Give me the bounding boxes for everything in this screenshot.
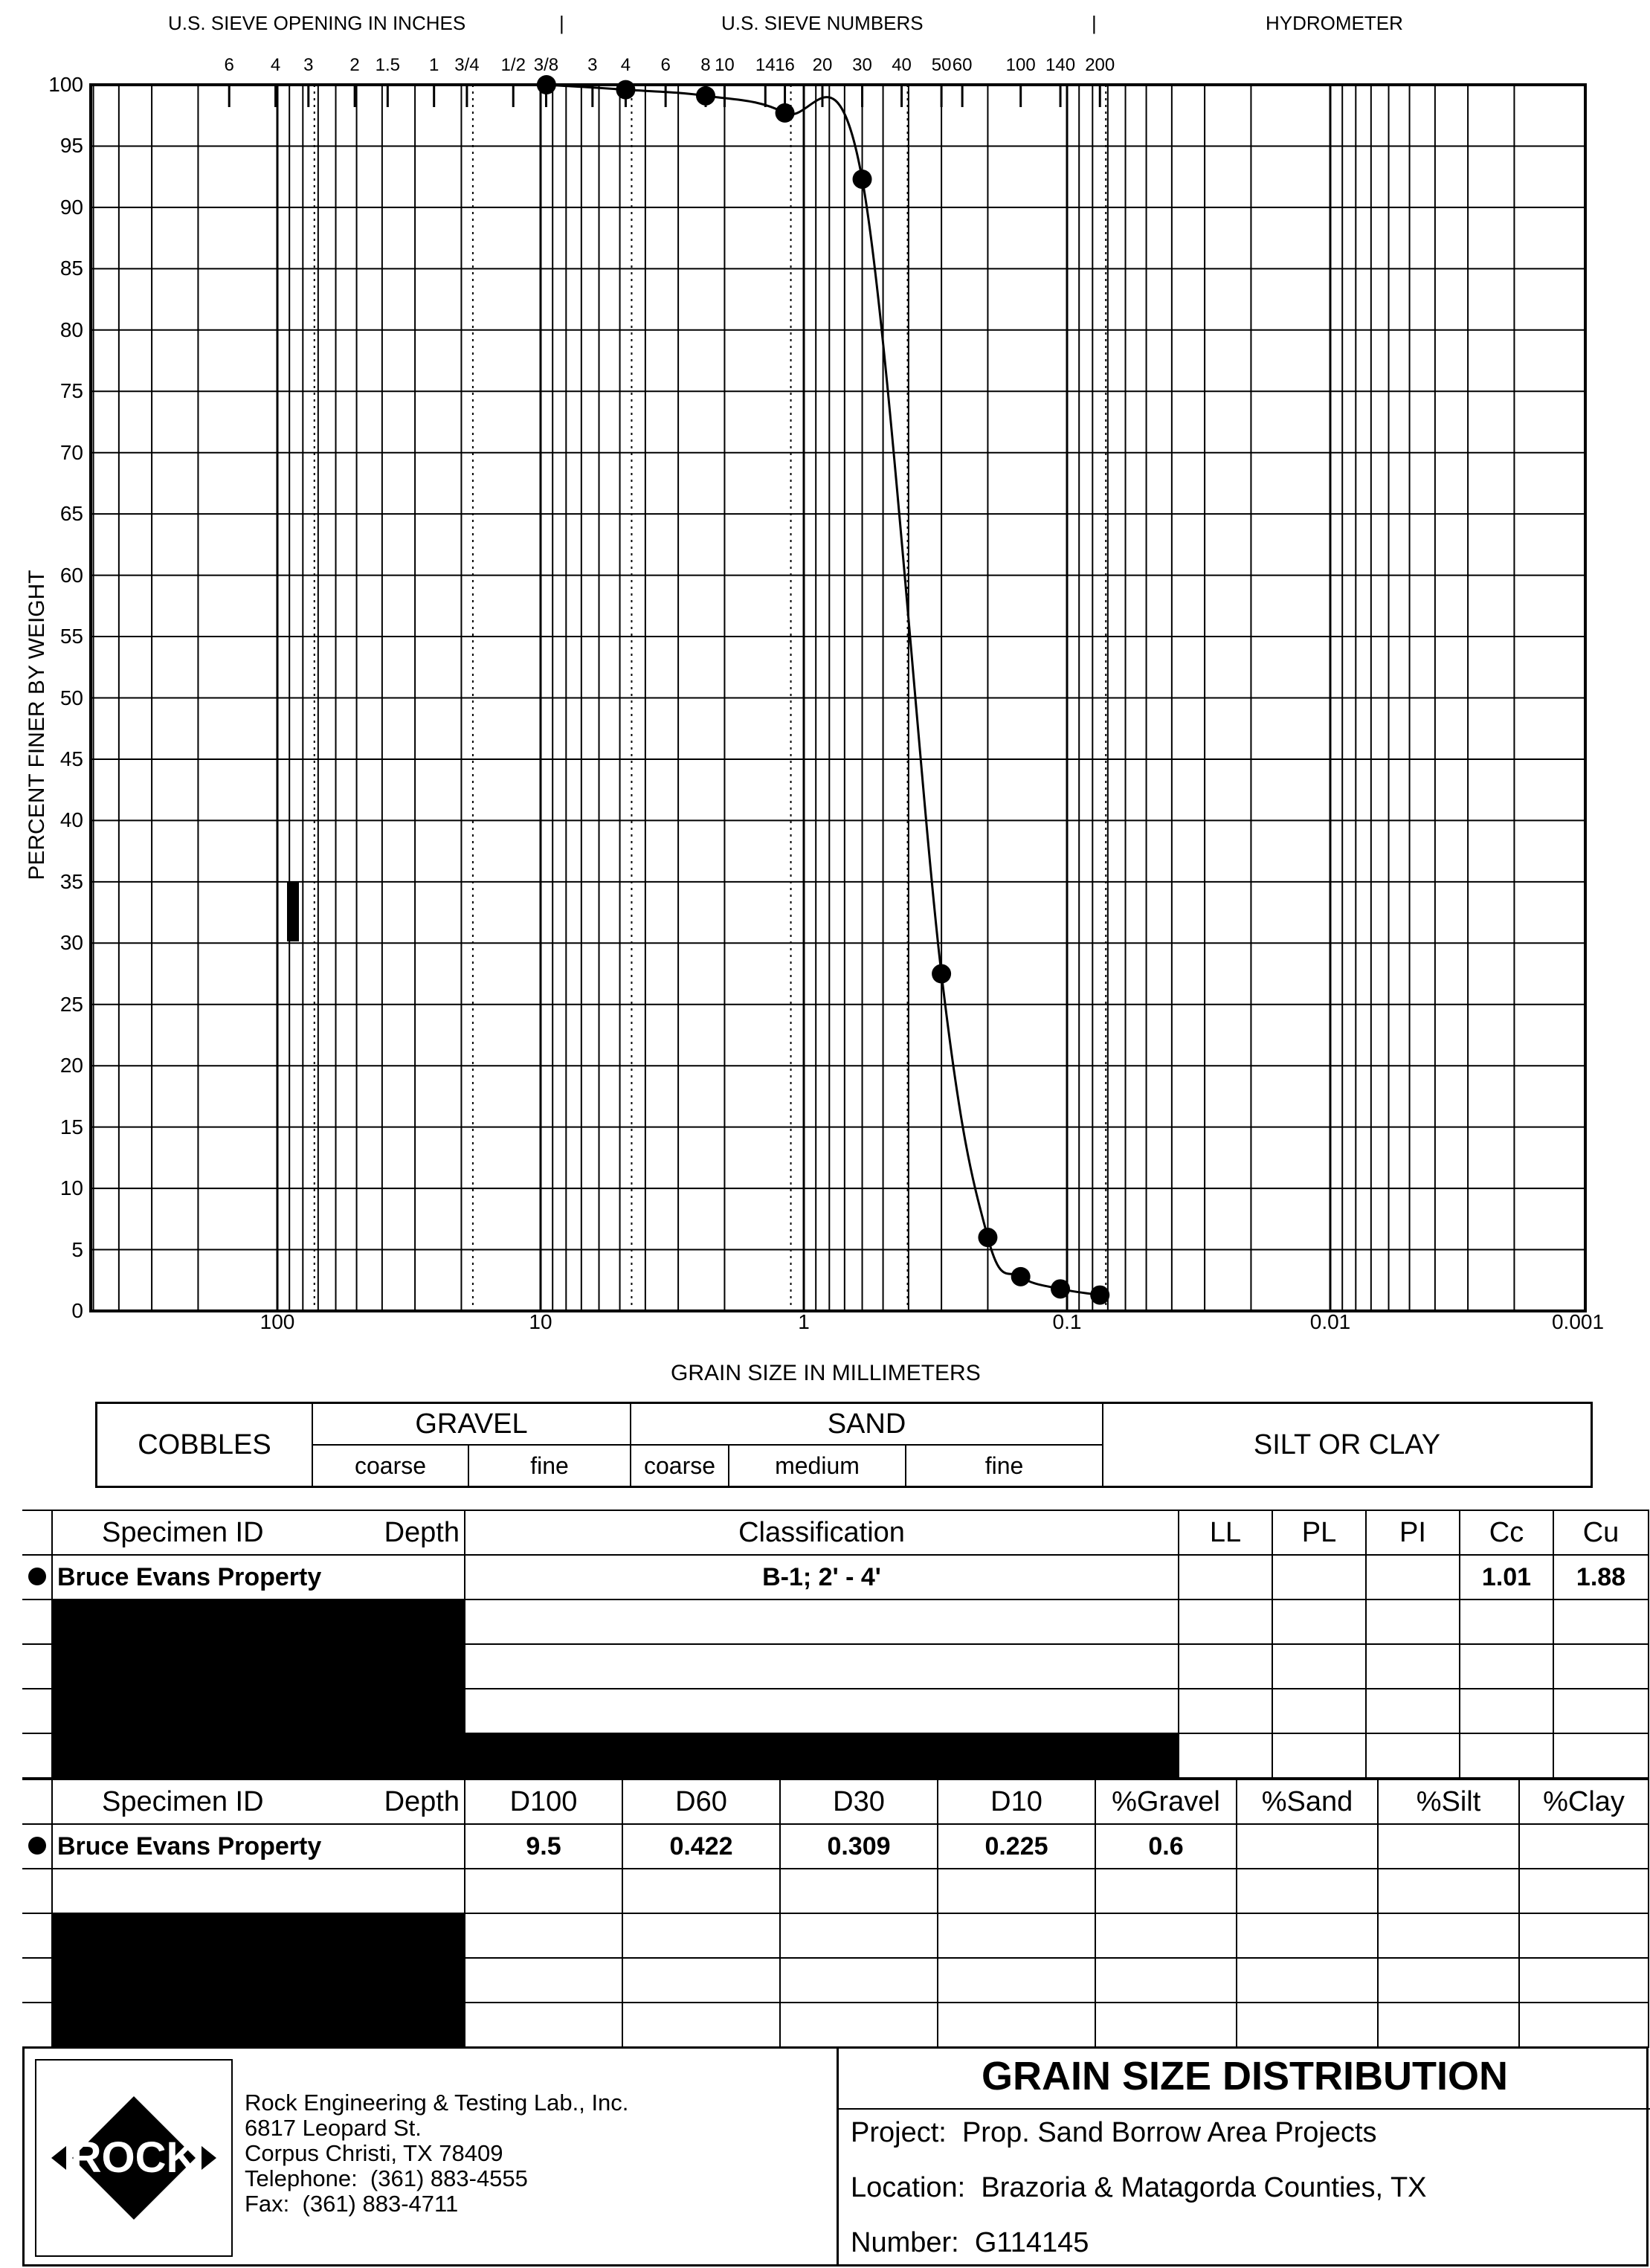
- y-tick-label: 20: [59, 1054, 83, 1077]
- gravel-label: GRAVEL: [313, 1404, 631, 1446]
- sieve-label: 1.5: [375, 55, 401, 75]
- y-tick-label: 5: [71, 1237, 83, 1261]
- sieve-label: 100: [1005, 55, 1036, 75]
- sieve-label: 3/8: [533, 55, 559, 75]
- d30-header: D30: [780, 1779, 938, 1824]
- classification-cell: B-1; 2' - 4': [465, 1555, 1179, 1599]
- header-separator: |: [1092, 12, 1097, 34]
- y-tick-label: 75: [59, 379, 83, 403]
- y-tick-label: 10: [59, 1176, 83, 1200]
- sieve-label: 140: [1045, 55, 1076, 75]
- y-tick-label: 35: [59, 869, 83, 893]
- company-address-line1: 6817 Leopard St.: [245, 2115, 422, 2141]
- y-tick-label: 70: [59, 440, 83, 464]
- table-row: [22, 1824, 1649, 1869]
- gravel-pct-cell: 0.6: [1095, 1824, 1237, 1869]
- y-tick-label: 40: [59, 808, 83, 832]
- x-tick-label: 100: [260, 1310, 295, 1333]
- sieve-label: 40: [892, 55, 912, 75]
- x-axis-title: GRAIN SIZE IN MILLIMETERS: [671, 1361, 981, 1385]
- sieve-label: 6: [224, 55, 234, 75]
- data-points: [537, 75, 1109, 1305]
- gravel-coarse-label: coarse: [313, 1446, 469, 1486]
- location-value: Brazoria & Matagorda Counties, TX: [981, 2172, 1427, 2203]
- y-tick-label: 55: [59, 625, 83, 648]
- sieve-opening-header: U.S. SIEVE OPENING IN INCHES: [168, 12, 466, 34]
- gravel-fine-label: fine: [469, 1446, 631, 1486]
- sand-pct-cell: [1237, 1824, 1378, 1869]
- table-row: [22, 1869, 1649, 1913]
- sand-fine-label: fine: [906, 1446, 1103, 1486]
- table-row: [22, 1958, 1649, 2003]
- classification-header: Classification: [465, 1510, 1179, 1555]
- y-tick-label: 100: [48, 73, 83, 96]
- data-point: [696, 86, 715, 106]
- sieve-label: 4: [620, 55, 631, 75]
- pl-header: PL: [1272, 1510, 1366, 1555]
- y-tick-label: 50: [59, 686, 83, 709]
- d100-cell: 9.5: [465, 1824, 622, 1869]
- y-tick-label: 90: [59, 195, 83, 219]
- classification-table: [22, 1510, 1649, 1779]
- pl-cell: [1272, 1555, 1366, 1599]
- sieve-label: 3: [303, 55, 314, 75]
- depth-header: Depth: [384, 1785, 460, 1817]
- data-point: [1011, 1267, 1031, 1286]
- gravel-pct-header: %Gravel: [1095, 1779, 1237, 1824]
- cu-cell: 1.88: [1553, 1555, 1649, 1599]
- specimen-id-cell: Bruce Evans Property: [52, 1824, 465, 1869]
- table-row: [22, 1733, 1649, 1778]
- sand-label: SAND: [631, 1404, 1103, 1446]
- project-row: [851, 2117, 1377, 2149]
- data-point: [853, 170, 872, 189]
- clay-pct-header: %Clay: [1519, 1779, 1649, 1824]
- redaction-mark: [287, 882, 299, 941]
- sand-medium-label: medium: [729, 1446, 906, 1486]
- table-row: [22, 2003, 1649, 2047]
- table-row: [22, 1689, 1649, 1733]
- y-axis-title: PERCENT FINER BY WEIGHT: [25, 570, 49, 880]
- x-tick-label: 0.01: [1309, 1310, 1351, 1333]
- d60-cell: 0.422: [622, 1824, 780, 1869]
- sieve-label: 4: [270, 55, 281, 75]
- location-label: Location:: [851, 2172, 966, 2203]
- title-block: [22, 2046, 1649, 2267]
- silt-pct-header: %Silt: [1378, 1779, 1519, 1824]
- ll-header: LL: [1179, 1510, 1272, 1555]
- specimen-depth-header: [52, 1779, 465, 1824]
- data-point: [978, 1228, 997, 1247]
- project-value: Prop. Sand Borrow Area Projects: [961, 2117, 1377, 2148]
- specimen-depth-header: [52, 1510, 465, 1555]
- company-name: Rock Engineering & Testing Lab., Inc.: [245, 2090, 629, 2116]
- x-tick-label: 1: [798, 1310, 810, 1333]
- circle-marker-icon: [28, 1568, 46, 1585]
- company-address-line2: Corpus Christi, TX 78409: [245, 2140, 503, 2166]
- gradation-curve: [547, 85, 1100, 1295]
- sieve-label: 60: [952, 55, 973, 75]
- number-label: Number:: [851, 2227, 959, 2258]
- company-fax: Fax: (361) 883-4711: [245, 2191, 459, 2217]
- data-point: [932, 964, 951, 984]
- cc-cell: 1.01: [1460, 1555, 1553, 1599]
- sand-coarse-label: coarse: [631, 1446, 729, 1486]
- data-point: [616, 80, 635, 100]
- pi-cell: [1366, 1555, 1460, 1599]
- y-tick-label: 80: [59, 318, 83, 341]
- data-point: [1090, 1286, 1109, 1305]
- y-tick-label: 45: [59, 747, 83, 770]
- data-point: [776, 103, 795, 123]
- chart-grid: [91, 85, 1585, 1311]
- number-row: [851, 2227, 1089, 2259]
- table-row: [22, 1555, 1649, 1599]
- company-logo: [35, 2059, 233, 2257]
- d30-cell: 0.309: [780, 1824, 938, 1869]
- svg-text:ROCK: ROCK: [70, 2133, 198, 2182]
- silt-pct-cell: [1378, 1824, 1519, 1869]
- hydrometer-header: HYDROMETER: [1266, 12, 1403, 34]
- sieve-label: 3/4: [454, 55, 480, 75]
- d100-header: D100: [465, 1779, 622, 1824]
- sand-pct-header: %Sand: [1237, 1779, 1378, 1824]
- sieve-label: 200: [1085, 55, 1115, 75]
- company-telephone: Telephone: (361) 883-4555: [245, 2165, 528, 2191]
- y-tick-label: 15: [59, 1115, 83, 1138]
- header-separator: |: [559, 12, 564, 34]
- y-tick-label: 85: [59, 257, 83, 280]
- x-tick-label: 10: [529, 1310, 552, 1333]
- sieve-label: 50: [931, 55, 952, 75]
- ll-cell: [1179, 1555, 1272, 1599]
- sieve-label: 6: [660, 55, 671, 75]
- x-tick-label: 0.1: [1052, 1310, 1082, 1333]
- d10-cell: 0.225: [938, 1824, 1095, 1869]
- silt-clay-label: SILT OR CLAY: [1253, 1428, 1441, 1460]
- cobbles-label: COBBLES: [97, 1404, 313, 1486]
- table-row: [22, 1913, 1649, 1958]
- sieve-label: 10: [715, 55, 735, 75]
- sieve-label: 30: [852, 55, 872, 75]
- y-tick-label: 95: [59, 134, 83, 158]
- circle-marker-icon: [28, 1837, 46, 1855]
- data-point: [537, 75, 556, 94]
- rock-logo-icon: [36, 2061, 231, 2255]
- x-tick-label: 0.001: [1551, 1310, 1605, 1333]
- y-tick-label: 0: [71, 1299, 83, 1322]
- y-tick-label: 25: [59, 992, 83, 1016]
- pi-header: PI: [1366, 1510, 1460, 1555]
- sieve-label: 1: [429, 55, 439, 75]
- company-info: [245, 2090, 628, 2217]
- depth-header: Depth: [384, 1516, 460, 1548]
- specimen-id-cell: Bruce Evans Property: [52, 1555, 465, 1599]
- y-tick-label: 60: [59, 563, 83, 587]
- project-label: Project:: [851, 2117, 947, 2148]
- report-title: GRAIN SIZE DISTRIBUTION: [981, 2054, 1508, 2098]
- sieve-label: 3: [587, 55, 598, 75]
- sieve-label: 16: [775, 55, 795, 75]
- gradation-table: [22, 1779, 1649, 2048]
- soil-classification-bar: [95, 1402, 1593, 1488]
- sieve-label: 2: [349, 55, 360, 75]
- sieve-label: 1/2: [500, 55, 526, 75]
- clay-pct-cell: [1519, 1824, 1649, 1869]
- data-point: [1051, 1279, 1070, 1298]
- table-row: [22, 1599, 1649, 1644]
- sieve-numbers-header: U.S. SIEVE NUMBERS: [721, 12, 924, 34]
- cu-header: Cu: [1553, 1510, 1649, 1555]
- location-row: [851, 2172, 1427, 2204]
- sieve-label: 14: [755, 55, 776, 75]
- d10-header: D10: [938, 1779, 1095, 1824]
- report-info-panel: [837, 2049, 1650, 2264]
- table-row: [22, 1644, 1649, 1689]
- specimen-id-header: Specimen ID: [102, 1785, 264, 1817]
- specimen-id-header: Specimen ID: [102, 1516, 264, 1548]
- sieve-label: 8: [700, 55, 711, 75]
- number-value: G114145: [974, 2227, 1089, 2258]
- d60-header: D60: [622, 1779, 780, 1824]
- cc-header: Cc: [1460, 1510, 1553, 1555]
- y-tick-label: 65: [59, 502, 83, 526]
- y-tick-label: 30: [59, 931, 83, 955]
- sieve-label: 20: [812, 55, 833, 75]
